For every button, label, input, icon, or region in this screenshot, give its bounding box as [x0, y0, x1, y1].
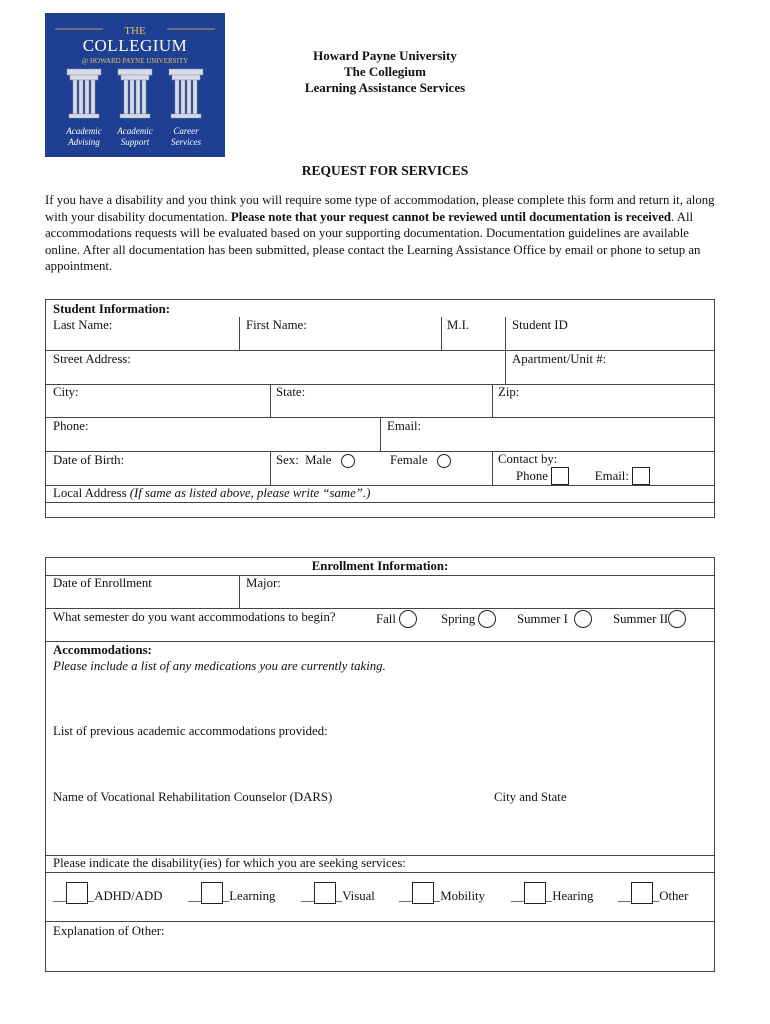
male-label: Male [305, 453, 332, 467]
semester-summer1-radio[interactable] [574, 610, 592, 628]
enrollment-date-label: Date of Enrollment [53, 576, 152, 590]
semester-fall-radio[interactable] [399, 610, 417, 628]
semester-spring-radio[interactable] [478, 610, 496, 628]
contact-phone-checkbox[interactable] [551, 467, 569, 485]
logo-pillar3-line1: Career [173, 126, 199, 136]
disability-visual-label: Visual [342, 889, 375, 903]
contact-phone-label: Phone [516, 469, 548, 483]
street-address-label: Street Address: [53, 352, 131, 366]
previous-accommodations-field[interactable] [53, 724, 328, 739]
department-name: The Collegium [344, 64, 426, 79]
disability-visual-checkbox[interactable] [314, 882, 336, 904]
city-state-field[interactable] [494, 790, 567, 805]
enrollment-info-section: Enrollment Information: Date of Enrollment Major: What semester do you want accommodations to begin? Fall Spring Summer I Summer II Accommodations: Please include a list of any medications you are currently taking. List of previous academic accommodations provided: Name of Vocational Rehabilitation Counselor (DARS) City and State Please indicate the disability(ies) for which you are seeking services: __ _ADHD/ADD __ _Learning __ _Visual __ _Mobility __ _Hearing __ _Other Explanation of Other: [45, 557, 715, 972]
disability-hearing-label: Hearing [552, 889, 594, 903]
semester-question: What semester do you want accommodations to begin? [53, 610, 336, 624]
disability-mobility-label: Mobility [440, 889, 485, 903]
disability-hearing-checkbox[interactable] [524, 882, 546, 904]
city-state-label: City and State [494, 790, 567, 804]
dob-label: Date of Birth: [53, 453, 125, 467]
university-name: Howard Payne University [313, 48, 457, 63]
logo-pillar2-line1: Academic [117, 126, 153, 136]
disability-question: Please indicate the disability(ies) for which you are seeking services: [53, 856, 406, 870]
last-name-label: Last Name: [53, 318, 113, 332]
logo-pillar3-line2: Services [171, 137, 201, 147]
explanation-other-field[interactable] [53, 924, 165, 939]
contact-by-label: Contact by: [498, 452, 558, 466]
pillar-icons [67, 69, 203, 118]
intro-paragraph [45, 192, 725, 275]
university-header [250, 48, 520, 96]
mi-field[interactable] [447, 318, 469, 333]
contact-email-label: Email: [594, 469, 629, 483]
student-id-field[interactable] [512, 318, 568, 333]
female-radio[interactable] [437, 454, 451, 468]
zip-field[interactable] [498, 385, 519, 400]
logo-pillar2-line2: Support [120, 137, 150, 147]
disability-mobility-checkbox[interactable] [412, 882, 434, 904]
semester-summer2-radio[interactable] [668, 610, 686, 628]
local-address-field[interactable] [53, 486, 370, 501]
counselor-field[interactable] [53, 790, 332, 805]
local-address-note: (If same as listed above, please write “same”.) [129, 486, 371, 500]
female-label: Female [390, 453, 428, 467]
intro-bold: Please note that your request cannot be reviewed until documentation is received [230, 209, 672, 224]
semester-summer2-label: Summer II [613, 612, 669, 626]
disability-other-label: Other [659, 889, 689, 903]
explanation-other-label: Explanation of Other: [53, 924, 165, 938]
medications-field[interactable] [53, 659, 386, 674]
city-field[interactable] [53, 385, 79, 400]
disability-other-checkbox[interactable] [631, 882, 653, 904]
disability-learning-checkbox[interactable] [201, 882, 223, 904]
contact-email-checkbox[interactable] [632, 467, 650, 485]
student-info-heading: Student Information: [53, 302, 170, 316]
logo-subtitle: @ HOWARD PAYNE UNIVERSITY [81, 57, 189, 65]
disability-learning-label: Learning [229, 889, 276, 903]
intro-part1: If you have a disability and you think you will require some type of accommodation, please complete this form and return it, along with your disability documentation. [45, 193, 715, 224]
page-title: REQUEST FOR SERVICES [301, 163, 469, 178]
logo-pillar1-line1: Academic [66, 126, 102, 136]
disability-adhd-label: ADHD/ADD [94, 889, 163, 903]
office-name: Learning Assistance Services [304, 80, 466, 95]
logo-pillar1-line2: Advising [68, 137, 100, 147]
semester-spring-label: Spring [441, 612, 476, 626]
apartment-field[interactable] [512, 352, 606, 367]
previous-accommodations-label: List of previous academic accommodations provided: [53, 724, 328, 738]
first-name-label: First Name: [246, 318, 307, 332]
phone-field[interactable] [53, 419, 89, 434]
medications-label: Please include a list of any medications you are currently taking. [53, 659, 386, 673]
state-label: State: [276, 385, 306, 399]
semester-summer1-label: Summer I [517, 612, 568, 626]
city-label: City: [53, 385, 79, 399]
apartment-label: Apartment/Unit #: [512, 352, 607, 366]
last-name-field[interactable] [53, 318, 112, 333]
local-address-label: Local Address [53, 486, 130, 500]
student-info-section [45, 299, 715, 518]
street-address-field[interactable] [53, 352, 131, 367]
enrollment-heading: Enrollment Information: [311, 559, 449, 573]
zip-label: Zip: [498, 385, 520, 399]
phone-label: Phone: [53, 419, 89, 433]
collegium-logo [45, 13, 225, 157]
disability-adhd-checkbox[interactable] [66, 882, 88, 904]
intro-part2: . All accommodations requests will be evaluated based on your supporting documentation. Documentation guidelines are available online. After all documentation has been submitted, please contact the Learning Assistance Office by email or phone to setup an appointment. [45, 209, 701, 274]
first-name-field[interactable] [246, 318, 307, 333]
dob-field[interactable] [53, 453, 124, 468]
enrollment-date-field[interactable] [53, 576, 152, 591]
semester-fall-label: Fall [376, 612, 396, 626]
email-field[interactable] [387, 419, 421, 434]
sex-label: Sex: [276, 453, 299, 467]
major-field[interactable] [246, 576, 281, 591]
state-field[interactable] [276, 385, 305, 400]
student-id-label: Student ID [512, 318, 568, 332]
counselor-label: Name of Vocational Rehabilitation Counselor (DARS) [53, 790, 333, 804]
male-radio[interactable] [341, 454, 355, 468]
logo-the: THE [124, 25, 146, 37]
email-label: Email: [387, 419, 422, 433]
mi-label: M.I. [447, 318, 470, 332]
accommodations-heading: Accommodations: [53, 643, 152, 657]
logo-collegium: COLLEGIUM [82, 36, 188, 55]
major-label: Major: [246, 576, 281, 590]
